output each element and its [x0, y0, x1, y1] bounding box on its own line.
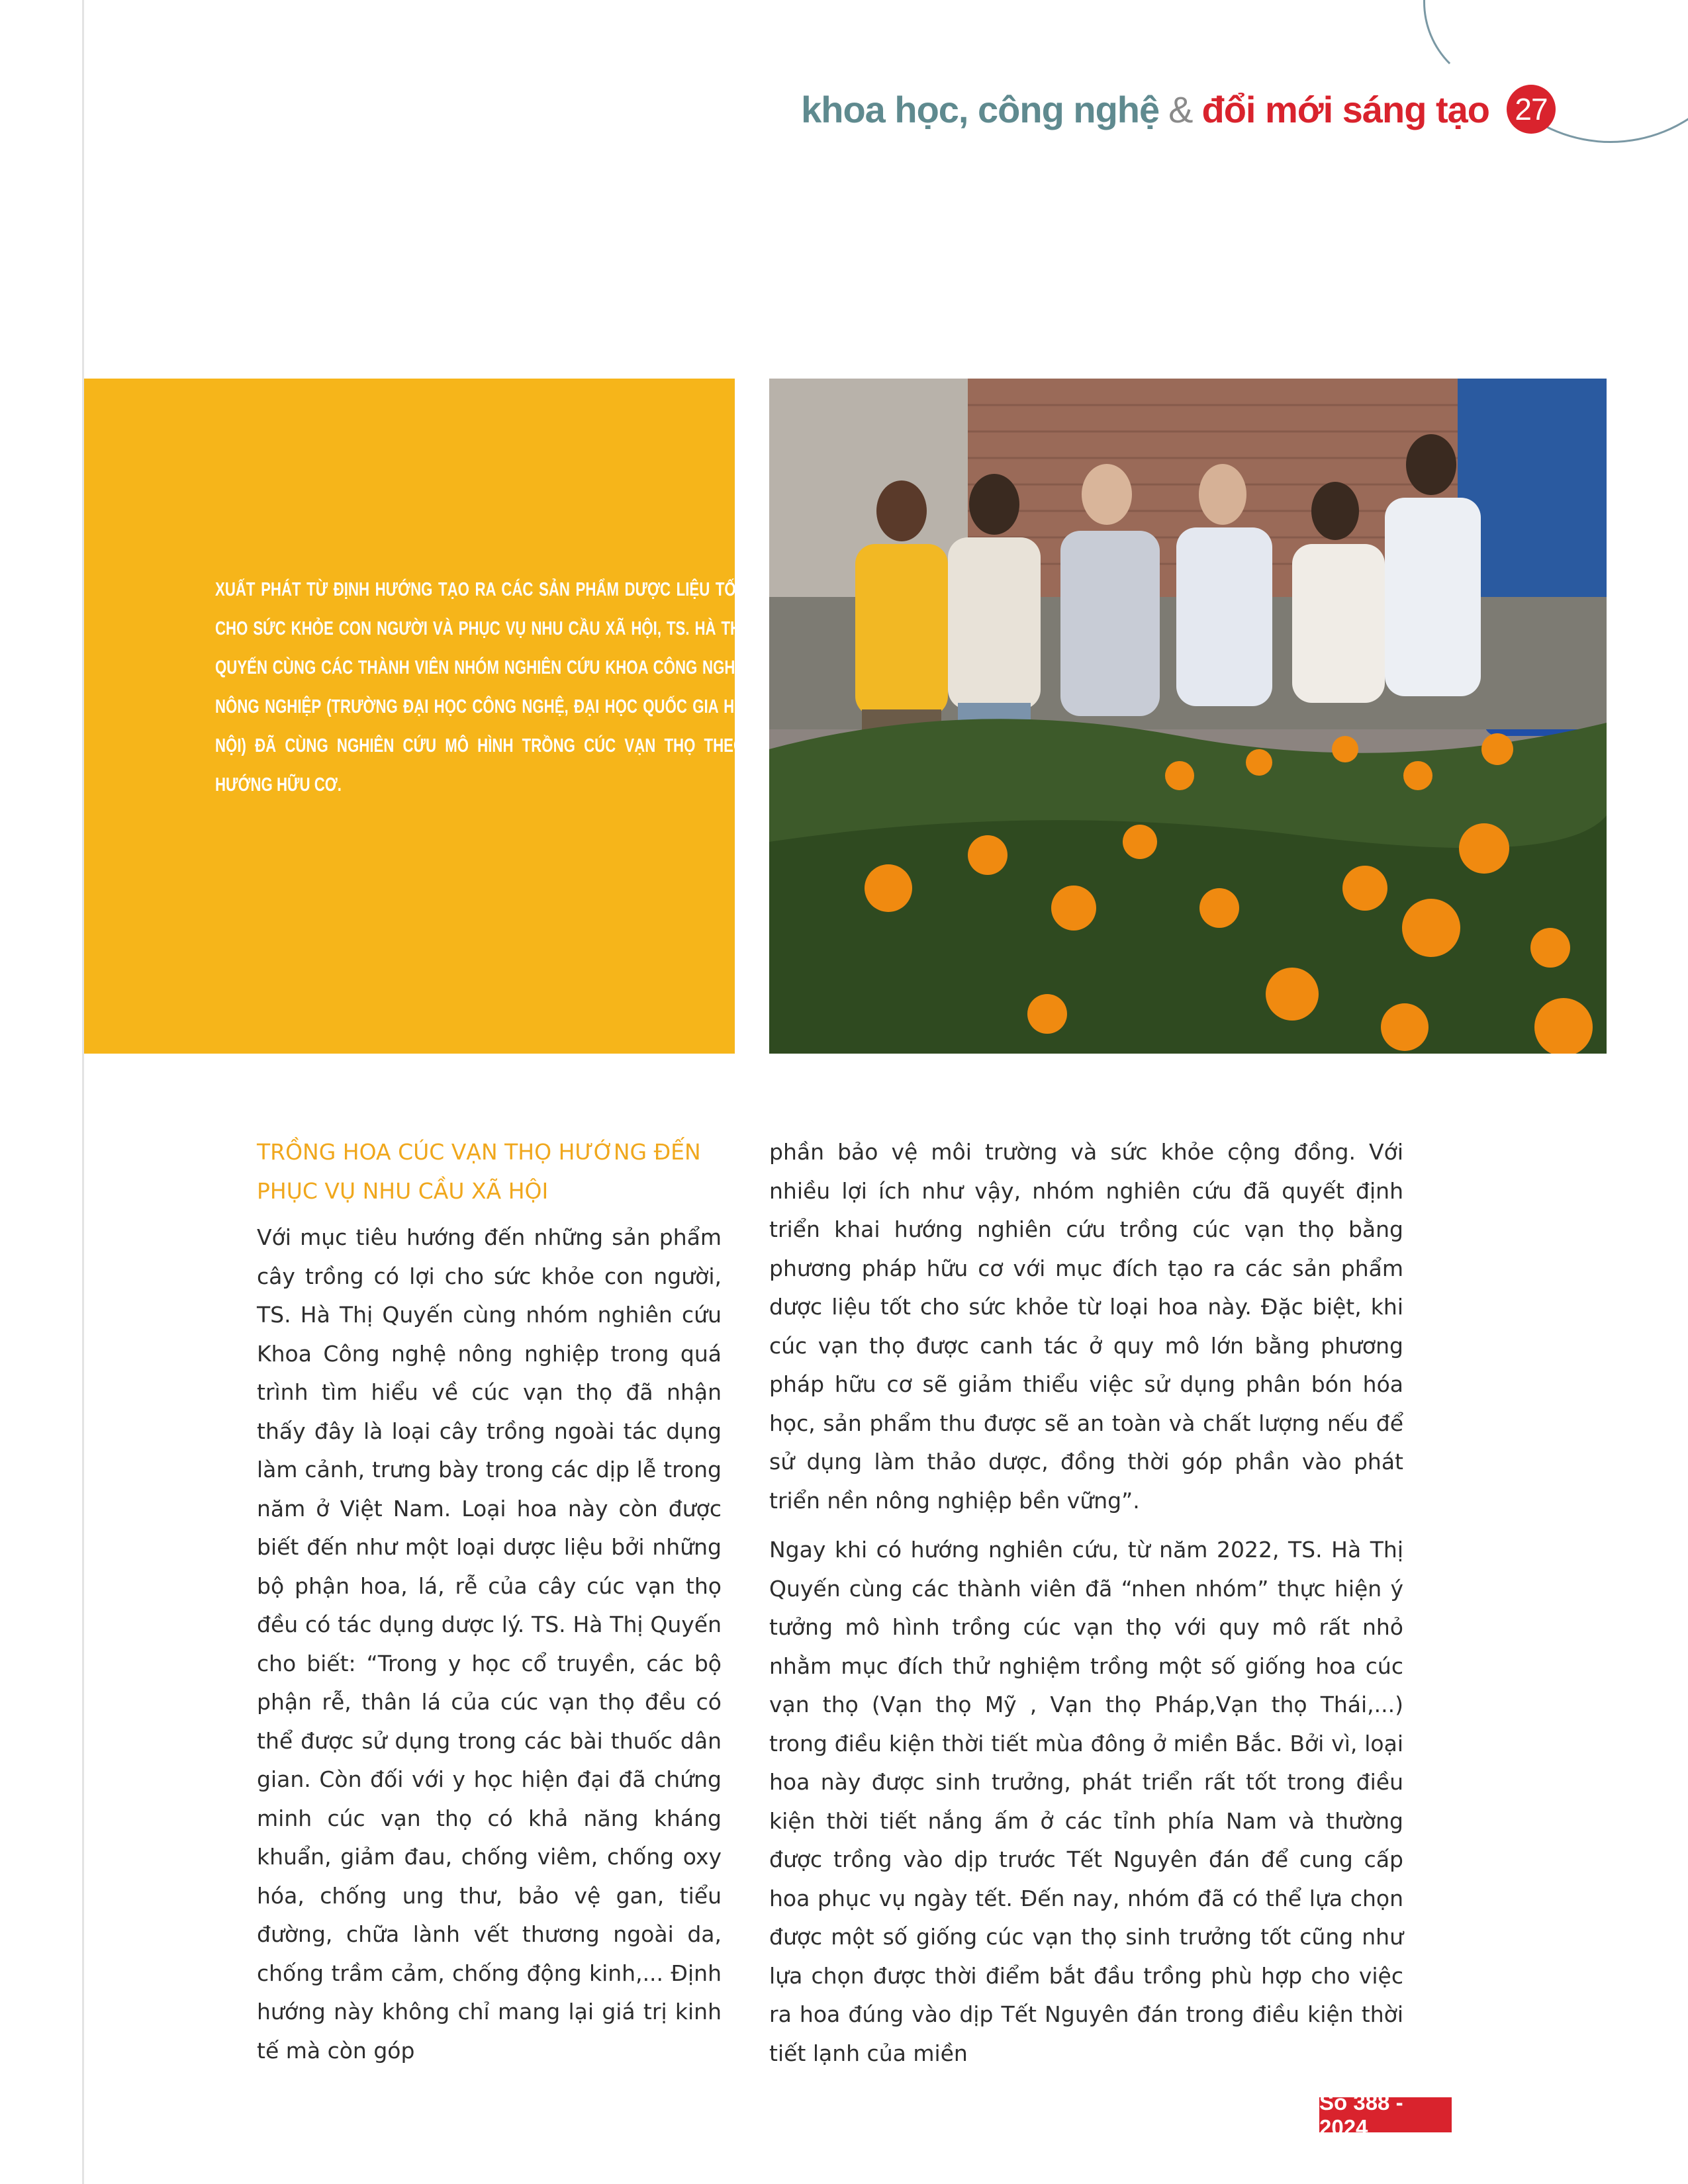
section-title-part2: đổi mới sáng tạo — [1201, 88, 1489, 130]
team-photo-illustration — [769, 379, 1607, 1054]
page-number: 27 — [1507, 85, 1556, 134]
paragraph: Với mục tiêu hướng đến những sản phẩm cây trồng có lợi cho sức khỏe con người, TS. Hà Thị Quyến cùng nhóm nghiên cứu Khoa Công nghệ nông nghiệp trong quá trình tìm hiểu về cúc vạn thọ đã nhận thấy đây là loại cây trồng ngoài tác dụng làm cảnh, trưng bày trong các dịp lễ trong năm ở Việt Nam. Loại hoa này còn được biết đến như một loại dược liệu bởi những bộ phận hoa, lá, rễ của cây cúc vạn thọ đều có tác dụng dược lý. TS. Hà Thị Quyến cho biết: “Trong y học cổ truyền, các bộ phận rễ, thân lá của cúc vạn thọ đều có thể được sử dụng trong các bài thuốc dân gian. Còn đối với y học hiện đại đã chứng minh cúc vạn thọ có khả năng kháng khuẩn, giảm đau, chống viêm, chống oxy hóa, chống ung thư, bảo vệ gan, tiểu đường, chữa lành vết thương ngoài da, chống trầm cảm, chống động kinh,... Định hướng này không chỉ mang lại giá trị kinh tế mà còn góp — [257, 1224, 722, 2064]
sapo-text: XUẤT PHÁT TỪ ĐỊNH HƯỚNG TẠO RA CÁC SẢN PHẨM DƯỢC LIỆU TỐT CHO SỨC KHỎE CON NGƯỜI VÀ PHỤC VỤ NHU CẦU XÃ HỘI, TS. HÀ THỊ QUYẾN CÙNG CÁC THÀNH VIÊN NHÓM NGHIÊN CỨU KHOA CÔNG NGHỆ NÔNG NGHIỆP (TRƯỜNG ĐẠI HỌC CÔNG NGHỆ, ĐẠI HỌC QUỐC GIA HÀ NỘI) ĐÃ CÙNG NGHIÊN CỨU MÔ HÌNH TRỒNG CÚC VẠN THỌ THEO HƯỚNG HỮU CƠ. — [215, 579, 745, 796]
page-margin-rule — [82, 0, 84, 2184]
article-right-column — [769, 1133, 1403, 2083]
issue-badge: Số 388 - 2024 — [1319, 2097, 1452, 2132]
team-photo — [769, 379, 1607, 1054]
sapo-box — [84, 379, 745, 1054]
paragraph: Ngay khi có hướng nghiên cứu, từ năm 2022, TS. Hà Thị Quyến cùng các thành viên đã “nhen nhóm” thực hiện ý tưởng mô hình trồng cúc vạn thọ với quy mô rất nhỏ nhằm mục đích thử nghiệm trồng một số giống hoa cúc vạn thọ (Vạn thọ Mỹ , Vạn thọ Pháp,Vạn thọ Thái,...) trong điều kiện thời tiết mùa đông ở miền Bắc. Bởi vì, loại hoa này được sinh trưởng, phát triển rất tốt trong điều kiện thời tiết nắng ấm ở các tỉnh phía Nam và thường được trồng vào dịp trước Tết Nguyên đán để cung cấp hoa phục vụ ngày tết. Đến nay, nhóm đã có thể lựa chọn được một số giống cúc vạn thọ sinh trưởng tốt cũng như lựa chọn được thời điểm bắt đầu trồng phù hợp cho việc ra hoa đúng vào dịp Tết Nguyên đán trong điều kiện thời tiết lạnh của miền — [769, 1537, 1403, 2066]
section-title-part1: khoa học, công nghệ — [801, 88, 1160, 130]
article-left-column — [257, 1133, 722, 2081]
paragraph: phần bảo vệ môi trường và sức khỏe cộng đồng. Với nhiều lợi ích như vậy, nhóm nghiên cứu đã quyết định triển khai hướng nghiên cứu trồng cúc vạn thọ bằng phương pháp hữu cơ với mục đích tạo ra các sản phẩm dược liệu tốt cho sức khỏe từ loại hoa này. Đặc biệt, khi cúc vạn thọ được canh tác ở quy mô lớn bằng phương pháp hữu cơ sẽ giảm thiểu việc sử dụng phân bón hóa học, sản phẩm thu được sẽ an toàn và chất lượng nếu để sử dụng làm thảo dược, đồng thời góp phần vào phát triển nền nông nghiệp bền vững”. — [769, 1139, 1403, 1514]
section-heading: TRỒNG HOA CÚC VẠN THỌ HƯỚNG ĐẾN PHỤC VỤ NHU CẦU XÃ HỘI — [257, 1139, 701, 1204]
section-header — [794, 79, 1556, 139]
section-title-ampersand: & — [1168, 88, 1193, 130]
